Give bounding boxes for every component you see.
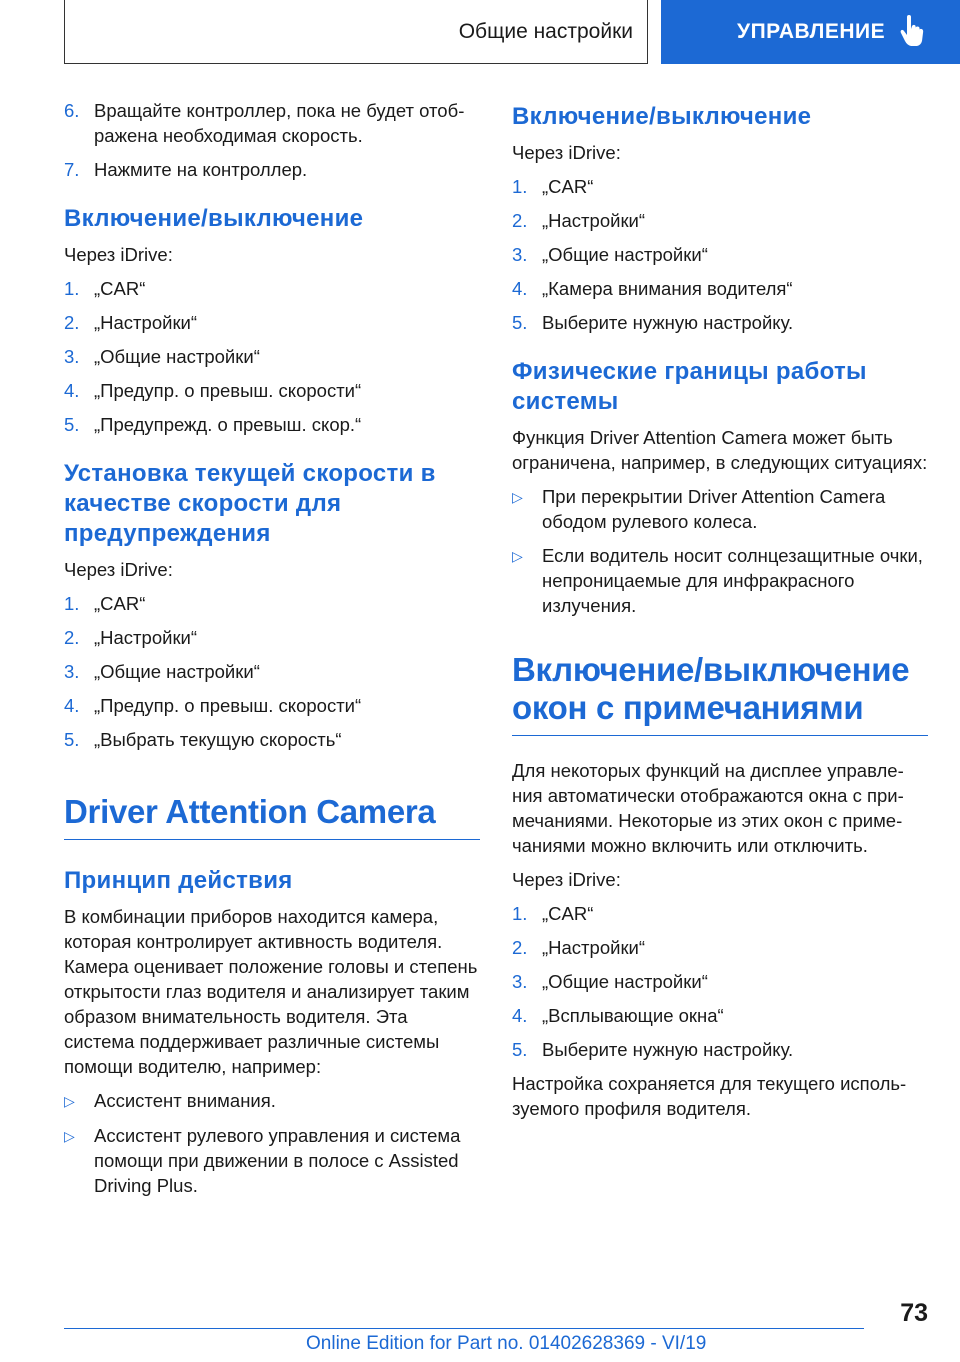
triangle-bullet-icon: ▷ [512,489,523,505]
via-idrive-text: Через iDrive: [512,142,621,163]
step-text: „Настройки“ [542,937,646,958]
right-column [512,98,928,1130]
list-item [512,901,928,926]
list-item [512,969,928,994]
triangle-bullet-icon: ▷ [64,1093,75,1109]
list-item [512,484,928,534]
list-item [512,1037,928,1062]
step-text: „Общие настройки“ [94,346,260,367]
step-text: „CAR“ [94,593,146,614]
step-text: „Выбрать текущую скорость“ [94,729,342,750]
section-heading: Физические границы работы системы [512,358,867,415]
triangle-bullet-icon: ▷ [512,548,523,564]
body-paragraph: Функция Driver Attention Camera может быть ограничена, например, в следующих ситуациях: [512,427,928,473]
list-item [64,276,480,301]
section-heading: Включение/выключение [512,103,812,130]
section-heading: Установка текущей скорости в качестве скорости для предупреждения [64,460,436,547]
list-item [64,659,480,684]
step-number: 7. [64,159,80,180]
list-item [64,693,480,718]
list-item [64,1123,480,1198]
footer-rule [64,1328,864,1329]
step-text: „Общие настройки“ [542,244,708,265]
chapter-heading: Driver Attention Camera [64,793,480,840]
body-paragraph: В комбинации приборов находится камера, которая контролирует активность водителя. Камера оценивает положение головы и степень открытости глаз водителя и анализирует таким образом внимательность водителя. Эта система поддерживает различные системы помощи водителю, например: [64,906,478,1077]
step-number: 1. [512,176,528,197]
step-number: 3. [512,971,528,992]
step-number: 4. [64,380,80,401]
step-number: 1. [64,593,80,614]
body-paragraph: Настройка сохраняется для текущего используемого профиля водителя. [512,1073,907,1119]
step-number: 4. [512,278,528,299]
step-number: 5. [512,312,528,333]
list-item [64,157,480,182]
step-number: 2. [64,312,80,333]
list-item [512,242,928,267]
running-header-chapter [661,0,960,64]
via-idrive-text: Через iDrive: [64,559,173,580]
via-idrive-text: Через iDrive: [64,244,173,265]
footer-edition [306,1333,706,1355]
running-header-section: Общие настройки [64,0,648,64]
step-number: 1. [512,903,528,924]
step-text: Нажмите на контроллер. [94,159,308,180]
bullet-text: Если водитель носит солнцезащитные очки, непроницаемые для инфракрасного излучения. [542,545,923,616]
step-number: 3. [64,661,80,682]
section-heading: Включение/выключение [64,205,364,232]
list-item [64,310,480,335]
bullet-text: Ассистент рулевого управления и система помощи при движении в полосе с Assisted Driving Plus. [94,1125,461,1196]
step-number: 1. [64,278,80,299]
step-text: „Всплывающие окна“ [542,1005,724,1026]
list-item [64,412,480,437]
step-number: 5. [64,729,80,750]
step-text: „Общие настройки“ [94,661,260,682]
list-item [64,591,480,616]
list-item [64,378,480,403]
step-text: „Настройки“ [94,312,198,333]
step-number: 3. [512,244,528,265]
step-number: 2. [512,210,528,231]
body-paragraph: Для некоторых функций на дисплее управления автоматически отображаются окна с примечаниями. Некоторые из этих окон с примечаниями можно включить или отключить. [512,760,904,856]
step-text: Выберите нужную настройку. [542,1039,794,1060]
step-number: 6. [64,100,80,121]
list-item [64,727,480,752]
step-text: „Настройки“ [542,210,646,231]
list-item [512,310,928,335]
step-number: 2. [512,937,528,958]
step-text: „Предупрежд. о превыш. скор.“ [94,414,362,435]
list-item [512,208,928,233]
step-text: „CAR“ [94,278,146,299]
via-idrive-text: Через iDrive: [512,869,621,890]
step-number: 5. [512,1039,528,1060]
step-text: „Предупр. о превыш. скорости“ [94,380,362,401]
step-text: Вращайте контроллер, пока не будет отображена необходимая скорость. [94,100,465,146]
list-item [64,1088,480,1114]
list-item [512,1003,928,1028]
list-item [512,276,928,301]
list-item [64,625,480,650]
triangle-bullet-icon: ▷ [64,1128,75,1144]
hand-pointer-icon [898,14,928,50]
section-heading: Принцип действия [64,867,293,894]
chapter-label: УПРАВЛЕНИЕ [737,20,886,43]
bullet-text: Ассистент внимания. [94,1090,276,1111]
list-item [512,174,928,199]
list-item [512,543,928,618]
list-item [512,935,928,960]
edition-text: Online Edition for Part no. 01402628369 - VI/19 [306,1333,707,1354]
step-text: „Камера внимания водителя“ [542,278,793,299]
step-text: „CAR“ [542,903,594,924]
step-number: 3. [64,346,80,367]
step-number: 4. [64,695,80,716]
step-text: Выберите нужную настройку. [542,312,794,333]
step-text: „Настройки“ [94,627,198,648]
step-text: „Общие настройки“ [542,971,708,992]
chapter-heading: Включение/выключение окон с примечаниями [512,651,928,736]
bullet-text: При перекрытии Driver Attention Camera ободом рулевого колеса. [542,486,886,532]
left-column [64,98,480,1207]
step-text: „Предупр. о превыш. скорости“ [94,695,362,716]
step-number: 5. [64,414,80,435]
step-number: 2. [64,627,80,648]
step-number: 4. [512,1005,528,1026]
step-text: „CAR“ [542,176,594,197]
page-number: 73 [900,1299,928,1327]
list-item [64,344,480,369]
list-item [64,98,480,148]
